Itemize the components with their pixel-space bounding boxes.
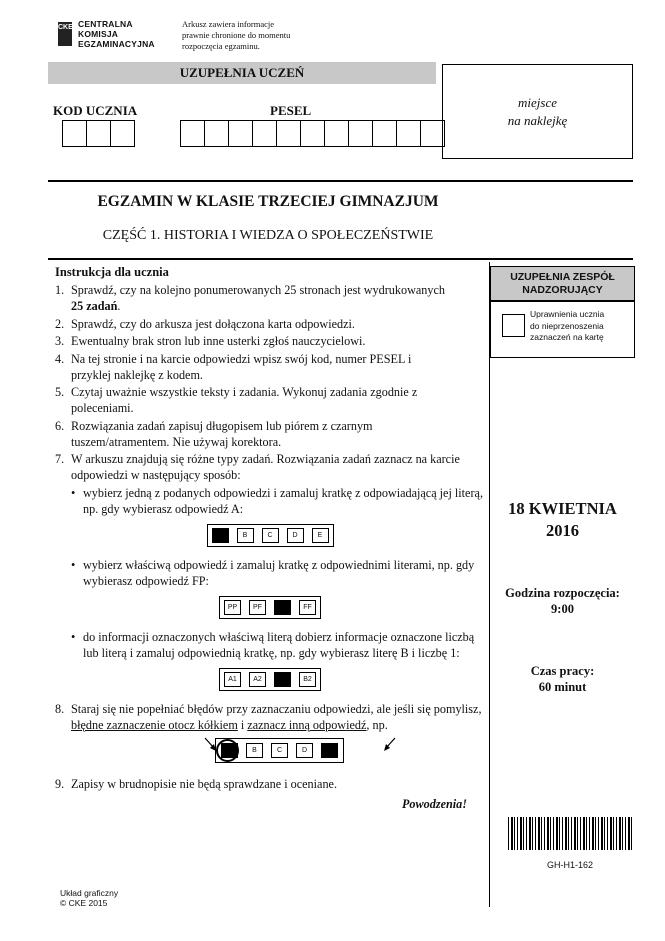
start-time-label: Godzina rozpoczęcia: <box>505 586 620 600</box>
barcode <box>508 817 632 850</box>
item-text: Rozwiązania zadań zapisuj długopisem lub piórem z czarnym tuszem/atramentem. Nie używaj korektora. <box>71 418 373 449</box>
student-section-bar: UZUPEŁNIA UCZEŃ <box>48 62 436 84</box>
duration-value: 60 minut <box>538 680 587 694</box>
item-text: W arkuszu znajdują się różne typy zadań. Rozwiązania zadań zaznacz na karcie odpowiedzi w następujący sposób: <box>71 452 460 482</box>
answer-option[interactable]: A2 <box>249 672 266 687</box>
answer-example <box>55 524 485 547</box>
item-tail: . <box>117 299 121 313</box>
duration-block <box>495 663 630 695</box>
item-number: 4. <box>55 351 65 366</box>
item-number: 3. <box>55 334 65 348</box>
sticker-line: miejsce <box>518 94 557 110</box>
bullet-dot: • <box>71 629 76 644</box>
date-day-month: 18 KWIETNIA <box>508 499 617 518</box>
item-text: , np. <box>366 717 388 732</box>
notice-line: Arkusz zawiera informacje <box>182 19 275 29</box>
sheet-code: GH-H1-162 <box>546 860 593 870</box>
item-number: 7. <box>55 452 65 466</box>
item-text: Na tej stronie i na karcie odpowiedzi wpisz swój kod, numer PESEL i przyklej naklejkę z kodem. <box>71 351 412 382</box>
answer-option-filled[interactable] <box>212 528 229 543</box>
pesel-cell[interactable] <box>252 120 277 147</box>
item-text: Czytaj uważnie wszystkie teksty i zadania. Wykonuj zadania zgodnie z poleceniami. <box>71 385 418 415</box>
answer-option[interactable]: PP <box>224 600 241 615</box>
pesel-cell[interactable] <box>324 120 349 147</box>
instruction-item <box>55 451 485 483</box>
bullet-text: wybierz jedną z podanych odpowiedzi i zamaluj kratkę z odpowiadającą jej literą, np. gdy wybierasz odpowiedź A: <box>83 485 483 516</box>
pesel-cell[interactable] <box>180 120 205 147</box>
answer-option-filled[interactable] <box>274 672 291 687</box>
item-text: Staraj się nie popełniać błędów przy zaznaczaniu odpowiedzi, ale jeśli się pomylisz, <box>71 701 482 716</box>
item-number: 1. <box>55 283 65 297</box>
pesel-label: PESEL <box>270 103 312 118</box>
sticker-placeholder <box>442 64 633 159</box>
item-number: 2. <box>55 316 65 331</box>
code-cell[interactable] <box>86 120 111 147</box>
item-text: Zapisy w brudnopisie nie będą sprawdzane i oceniane. <box>71 777 338 791</box>
notice-line: rozpoczęcia egzaminu. <box>182 41 260 51</box>
bullet-item <box>71 557 485 589</box>
date-year: 2016 <box>546 521 579 540</box>
answer-row <box>207 524 334 547</box>
instruction-item <box>55 418 485 450</box>
answer-option[interactable]: D <box>287 528 304 543</box>
org-line: KOMISJA <box>78 29 119 39</box>
item-text: Ewentualny brak stron lub inne usterki zgłoś nauczycielowi. <box>71 334 366 348</box>
pesel-cell[interactable] <box>348 120 373 147</box>
credits-line: Układ graficzny <box>60 888 119 898</box>
instruction-item <box>55 316 485 332</box>
bullet-item <box>71 629 485 661</box>
duration-label: Czas pracy: <box>530 664 595 678</box>
pesel-cell[interactable] <box>276 120 301 147</box>
correction-example <box>55 734 485 770</box>
code-cell[interactable] <box>62 120 87 147</box>
code-cell[interactable] <box>110 120 135 147</box>
answer-option-filled[interactable] <box>321 743 338 758</box>
exam-date <box>495 498 630 542</box>
item-text: Sprawdź, czy na kolejno ponumerowanych 25 stronach jest wydrukowanych <box>71 283 445 297</box>
answer-option[interactable]: FF <box>299 600 316 615</box>
item-number: 8. <box>55 701 65 716</box>
instruction-item <box>55 384 485 416</box>
answer-example <box>55 596 485 619</box>
exam-subtitle: CZĘŚĆ 1. HISTORIA I WIEDZA O SPOŁECZEŃSTWIE <box>102 228 434 243</box>
student-code-label: KOD UCZNIA <box>53 103 138 118</box>
start-time-value: 9:00 <box>551 602 574 616</box>
pesel-cell[interactable] <box>300 120 325 147</box>
circled-option[interactable] <box>221 743 238 758</box>
closing-note: Powodzenia! <box>401 797 467 811</box>
instructions-heading: Instrukcja dla ucznia <box>55 265 169 279</box>
pesel-field[interactable] <box>180 120 444 147</box>
column-divider <box>489 262 490 907</box>
divider <box>48 180 633 182</box>
bullet-item <box>71 485 485 517</box>
item-text: Sprawdź, czy do arkusza jest dołączona karta odpowiedzi. <box>71 316 355 331</box>
divider <box>48 258 633 260</box>
org-name <box>78 19 155 49</box>
rights-label <box>530 309 604 344</box>
item-underlined: błędne zaznaczenie otocz kółkiem <box>71 717 238 732</box>
answer-option[interactable]: B <box>246 743 263 758</box>
start-time-block <box>495 585 630 617</box>
answer-option[interactable]: PF <box>249 600 266 615</box>
student-code-field[interactable] <box>62 120 134 147</box>
instruction-item <box>55 351 485 383</box>
circle-mark <box>216 739 239 762</box>
instruction-item <box>55 701 485 733</box>
exam-title: EGZAMIN W KLASIE TRZECIEJ GIMNAZJUM <box>97 193 439 210</box>
item-number: 9. <box>55 777 65 791</box>
answer-row <box>215 738 344 763</box>
cke-logo: CKE <box>58 22 72 46</box>
item-number: 6. <box>55 418 65 433</box>
answer-option[interactable]: B2 <box>299 672 316 687</box>
bullet-dot: • <box>71 485 76 500</box>
answer-option[interactable]: C <box>271 743 288 758</box>
instruction-item <box>55 282 485 314</box>
org-line: EGZAMINACYJNA <box>78 39 155 49</box>
rights-line: zaznaczeń na kartę <box>530 332 604 342</box>
notice-line: prawnie chronione do momentu <box>182 30 291 40</box>
item-number: 5. <box>55 385 65 399</box>
bullet-text: do informacji oznaczonych właściwą literą dobierz informacje oznaczone liczbą lub literą i zamaluj odpowiednią kratkę, np. gdy wybierasz literę B i liczbę 1: <box>83 629 475 660</box>
confidentiality-notice <box>182 19 290 52</box>
pesel-cell[interactable] <box>372 120 397 147</box>
answer-option[interactable]: B <box>237 528 254 543</box>
answer-example <box>55 668 485 691</box>
item-bold: 25 zadań <box>71 299 118 313</box>
answer-row <box>219 668 321 691</box>
rights-line: do nieprzenoszenia <box>530 320 604 331</box>
instructions <box>55 264 485 812</box>
credits <box>60 888 118 908</box>
bullet-dot: • <box>71 557 76 572</box>
answer-option-filled[interactable] <box>274 600 291 615</box>
supervisor-section-bar: UZUPEŁNIA ZESPÓŁ NADZORUJĄCY <box>490 266 635 302</box>
answer-option[interactable]: A1 <box>224 672 241 687</box>
sticker-line: na naklejkę <box>507 112 568 128</box>
rights-line: Uprawnienia ucznia <box>530 309 605 319</box>
rights-checkbox[interactable] <box>502 314 525 337</box>
pesel-cell[interactable] <box>204 120 229 147</box>
pesel-cell[interactable] <box>396 120 421 147</box>
org-line: CENTRALNA <box>78 19 133 29</box>
answer-option[interactable]: D <box>296 743 313 758</box>
answer-option[interactable]: E <box>312 528 329 543</box>
item-underlined: zaznacz inną odpowiedź <box>247 717 367 732</box>
instruction-item <box>55 776 485 792</box>
pesel-cell[interactable] <box>228 120 253 147</box>
answer-row <box>219 596 321 619</box>
answer-option[interactable]: C <box>262 528 279 543</box>
credits-line: © CKE 2015 <box>60 898 108 908</box>
instruction-item <box>55 333 485 349</box>
bullet-text: wybierz właściwą odpowiedź i zamaluj kratkę z odpowiednimi literami, np. gdy wybierasz odpowiedź FP: <box>83 557 475 588</box>
item-text: i <box>237 717 248 732</box>
